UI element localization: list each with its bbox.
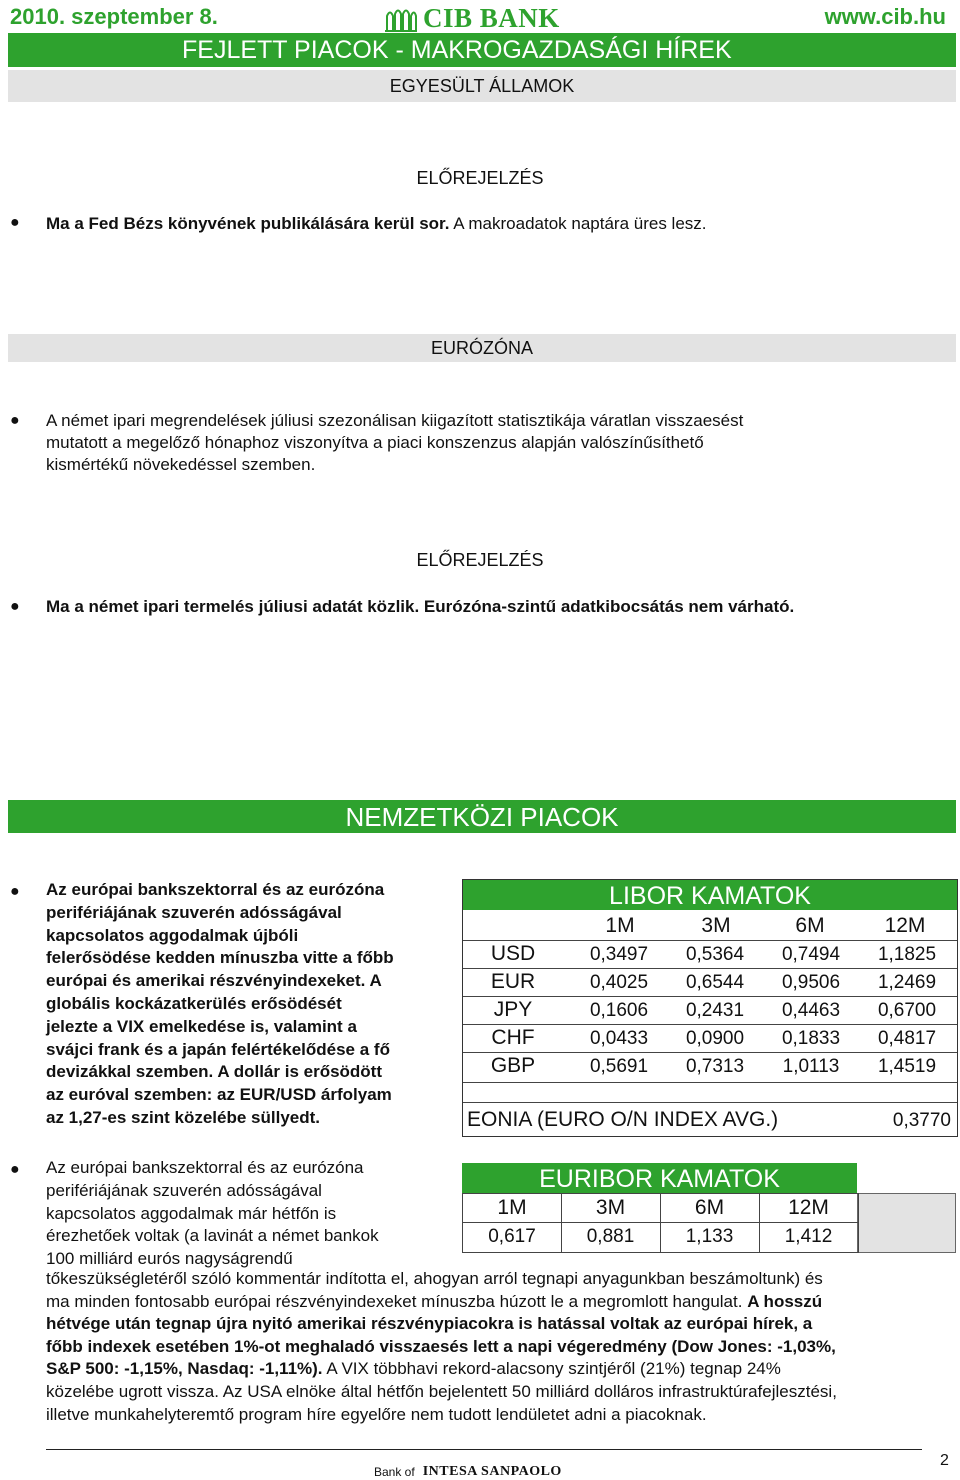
- cib-logo: [385, 3, 560, 34]
- bullet-icon: ●: [10, 883, 20, 900]
- page-title-bar: [8, 33, 956, 67]
- divider: [463, 1024, 957, 1025]
- libor-value: 0,9506: [781, 972, 841, 993]
- libor-tenor: 3M: [701, 914, 731, 937]
- libor-currency: CHF: [491, 1026, 535, 1049]
- intl-p2-line: perifériájának szuverén adósságával: [46, 1180, 322, 1200]
- intl-p2-line: tőkeszükségletéről szóló kommentár indította el, ahogyan arról tegnapi anyagunkban beszámoltunk) és: [46, 1269, 823, 1288]
- libor-value: 0,2431: [685, 1000, 745, 1021]
- libor-value: 0,4025: [589, 972, 649, 993]
- divider: [463, 968, 957, 969]
- intl-paragraph-2-column: [46, 1157, 444, 1271]
- intl-p1-line: svájci frank és a japán felértékelődése a fő: [46, 1039, 390, 1059]
- euribor-value: 1,133: [685, 1226, 734, 1247]
- intl-p1-line: Az európai bankszektorral és az eurózóna: [46, 880, 385, 899]
- eonia-label: EONIA (EURO O/N INDEX AVG.): [467, 1108, 779, 1131]
- euribor-value: 1,412: [784, 1226, 833, 1247]
- intl-p2-line: kapcsolatos aggodalmak már hétfőn is: [46, 1203, 337, 1223]
- intl-p1-line: az euróval szemben: az EUR/USD árfolyam: [46, 1085, 392, 1105]
- libor-value: 1,4519: [877, 1056, 937, 1077]
- section-international: [8, 800, 956, 833]
- divider: [463, 1102, 957, 1103]
- libor-value: 0,7313: [685, 1056, 745, 1077]
- libor-currency: EUR: [490, 970, 536, 993]
- euribor-tenor: 12M: [788, 1196, 829, 1219]
- libor-tenor: 6M: [795, 914, 825, 937]
- intl-p1-line: európai és amerikai részvényindexeket. A: [46, 971, 382, 991]
- intl-p2-line: [46, 1358, 954, 1381]
- libor-currency: GBP: [490, 1054, 536, 1077]
- intl-p2-line: [46, 1291, 954, 1314]
- eurozone-line: mutatott a megelőző hónaphoz viszonyítva a piaci konszenzus alapján valószínűsíthető: [46, 433, 704, 452]
- euribor-empty-cell: [857, 1193, 956, 1253]
- intl-p1-line: jelezte a VIX emelkedése is, valamint a: [46, 1016, 357, 1036]
- footer-group-name: INTESA SANPAOLO: [422, 1464, 562, 1479]
- intl-p2-line: 100 milliárd eurós nagyságrendű: [46, 1249, 293, 1269]
- euribor-tenor: 3M: [595, 1196, 626, 1219]
- intl-p1-line: devizákkal szemben. A dollár is erősödött: [46, 1062, 383, 1082]
- euribor-table: [462, 1163, 956, 1251]
- libor-value: 1,2469: [877, 972, 937, 993]
- footer-divider: [46, 1449, 922, 1450]
- libor-currency: JPY: [493, 998, 533, 1021]
- bullet-icon: ●: [10, 598, 20, 615]
- libor-tenor: 12M: [884, 914, 926, 937]
- libor-value: 0,3497: [589, 944, 649, 965]
- libor-value: 0,0433: [589, 1028, 649, 1049]
- intl-p1-line: az 1,27-es szint közelébe süllyedt.: [46, 1107, 321, 1127]
- eurozone-forecast-heading: ELŐREJELZÉS: [416, 550, 544, 570]
- divider: [463, 1052, 957, 1053]
- libor-tenor: 1M: [605, 914, 635, 937]
- libor-currency: USD: [490, 942, 536, 965]
- eurozone-news: [46, 410, 954, 476]
- us-forecast-text: [46, 213, 954, 235]
- libor-value: 0,6544: [685, 972, 745, 993]
- intl-p2-text: ma minden fontosabb európai részvényindexeket mínuszba húzott le a megromlott hangulat.: [46, 1291, 748, 1311]
- us-forecast-heading: ELŐREJELZÉS: [416, 168, 544, 188]
- euribor-tenor: 1M: [497, 1196, 527, 1219]
- euribor-value: 0,617: [488, 1226, 536, 1247]
- libor-value: 1,1825: [877, 944, 937, 965]
- euribor-title: EURIBOR KAMATOK: [462, 1163, 857, 1193]
- intl-p2-bold: A hosszú: [747, 1291, 823, 1311]
- libor-value: 1,0113: [782, 1056, 840, 1077]
- intl-p2-line: illetve munkahelyteremtő program híre egyelőre nem tudott lendületet adni a piacoknak.: [46, 1404, 707, 1424]
- divider: [463, 996, 957, 997]
- libor-table: [462, 879, 958, 1137]
- euribor-tenor: 6M: [694, 1196, 725, 1219]
- libor-value: 0,7494: [781, 944, 841, 965]
- libor-value: 0,4817: [877, 1028, 937, 1049]
- libor-value: 0,1606: [589, 1000, 649, 1021]
- website-link[interactable]: www.cib.hu: [824, 4, 946, 29]
- libor-value: 0,0900: [685, 1028, 745, 1049]
- bullet-icon: ●: [10, 214, 20, 231]
- footer-logo: [374, 1464, 562, 1480]
- eurozone-line: A német ipari megrendelések júliusi szezonálisan kiigazított statisztikája váratlan visszaesést: [46, 411, 744, 430]
- intl-p2-text: A VIX többhavi rekord-alacsony szintjéről (21%) tegnap 24%: [322, 1359, 781, 1379]
- intl-p1-line: globális kockázatkerülés erősödését: [46, 993, 342, 1013]
- divider: [463, 940, 957, 941]
- eonia-value: 0,3770: [892, 1110, 951, 1131]
- intl-p2-line: érezhetőek voltak (a lavinát a német bankok: [46, 1226, 379, 1246]
- us-forecast-bold: Ma a Fed Bézs könyvének publikálására kerül sor.: [46, 214, 450, 233]
- euribor-value: 0,881: [586, 1226, 635, 1247]
- intl-p1-line: perifériájának szuverén adósságával: [46, 902, 342, 922]
- page-number: 2: [940, 1452, 949, 1469]
- eurozone-forecast-text: Ma a német ipari termelés júliusi adatát közlik. Eurózóna-szintű adatkibocsátás nem várható.: [46, 597, 795, 616]
- libor-value: 0,5364: [685, 944, 745, 965]
- intl-p1-line: felerősödése kedden mínuszba vitte a főbb: [46, 948, 394, 968]
- libor-value: 0,4463: [781, 1000, 841, 1021]
- us-forecast-rest: A makroadatok naptára üres lesz.: [449, 214, 707, 233]
- intl-p2-bold: S&P 500: -1,15%, Nasdaq: -1,11%).: [46, 1359, 323, 1379]
- intl-paragraph-1: [46, 879, 444, 1130]
- section-eurozone: EURÓZÓNA: [8, 334, 956, 362]
- report-date: 2010. szeptember 8.: [10, 4, 218, 29]
- libor-value: 0,5691: [589, 1056, 649, 1077]
- bank-name: CIB BANK: [423, 3, 560, 33]
- divider: [463, 1082, 957, 1083]
- international-title: NEMZETKÖZI PIACOK: [345, 802, 619, 832]
- intl-p2-line: hétvége után tegnap újra nyitó amerikai részvénypiacokra is hatással voltak az európai hírek, a: [46, 1314, 813, 1334]
- page-title: FEJLETT PIACOK - MAKROGAZDASÁGI HÍREK: [182, 36, 732, 64]
- libor-value: 0,1833: [781, 1028, 841, 1049]
- bullet-icon: ●: [10, 412, 20, 429]
- intl-p2-line: közelébe ugrott vissza. Az USA elnöke által hétfőn bejelentett 50 milliárd dolláros infrastruktúrafejlesztési,: [46, 1381, 837, 1401]
- section-us: EGYESÜLT ÁLLAMOK: [8, 70, 956, 102]
- libor-title: LIBOR KAMATOK: [463, 880, 957, 910]
- libor-value: 0,6700: [877, 1000, 937, 1021]
- intl-p2-line: főbb indexek esetében 1%-ot meghaladó visszaesés lett a napi végeredmény (Dow Jones: -1,03%,: [46, 1336, 836, 1356]
- euribor-grid: [462, 1193, 859, 1253]
- intl-p1-line: kapcsolatos aggodalmak újbóli: [46, 925, 299, 945]
- intl-p2-line: Az európai bankszektorral és az eurózóna: [46, 1158, 364, 1177]
- eurozone-line: kismértékű növekedéssel szemben.: [46, 455, 316, 474]
- intl-paragraph-2-full: [46, 1268, 954, 1426]
- footer-bank-of: Bank of: [374, 1465, 415, 1479]
- bank-building-icon: [385, 6, 417, 32]
- bullet-icon: ●: [10, 1161, 20, 1178]
